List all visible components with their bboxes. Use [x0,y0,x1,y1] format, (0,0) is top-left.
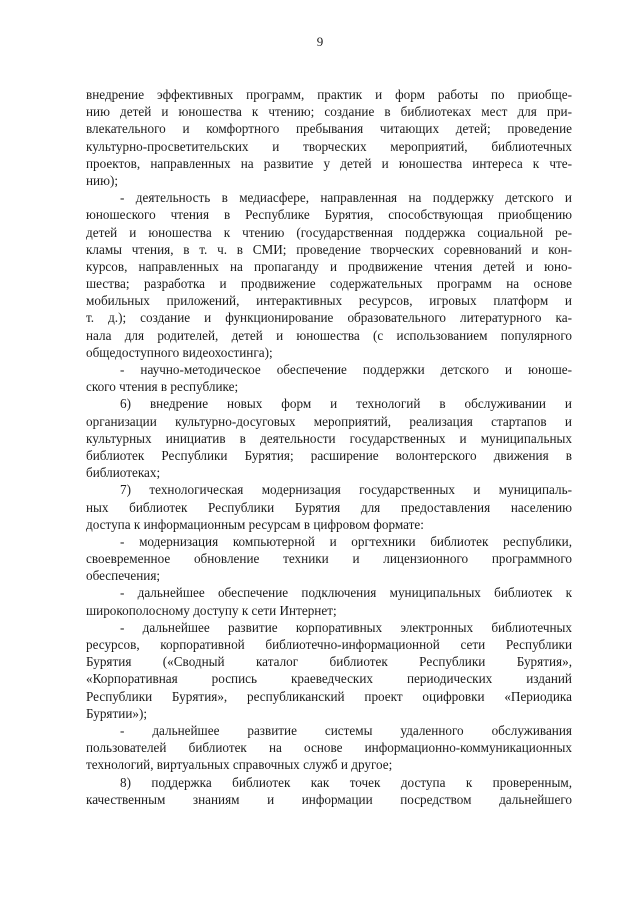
text-line: организации культурно-досуговых мероприятий, реализация стартапов и [86,413,572,429]
text-line: культурных инициатив в деятельности государственных и муниципальных [86,430,572,446]
text-line: мобильных приложений, интерактивных ресурсов, игровых платформ и [86,293,572,309]
text-line: внедрение эффективных программ, практик и форм работы по приобще- [86,87,572,102]
text-line: нию детей и юношества к чтению; создание в библиотеках мест для при- [86,104,572,120]
text-line: технологий, виртуальных справочных служб и другое; [86,757,393,773]
text-line: библиотек Республики Бурятия; расширение волонтерского движения в [86,447,572,463]
text-line: - деятельность в медиасфере, направленная на поддержку детского и [120,190,572,206]
text-line: обеспечения; [86,568,161,584]
body-text [86,86,572,808]
text-line: Республики Бурятия», республиканский проект оцифровки «Периодика [86,688,572,704]
text-line: влекательного и комфортного пребывания читающих детей; проведение [86,121,572,137]
page-number: 9 [316,34,324,49]
text-line: 6) внедрение новых форм и технологий в обслуживании и [120,396,572,412]
text-line: 7) технологическая модернизация государственных и муниципаль- [120,482,572,498]
text-line: шества; разработка и продвижение содержательных программ на основе [86,276,572,292]
text-line: проектов, направленных на развитие у детей и юношества интереса к чте- [86,155,572,171]
text-line: Бурятии»); [86,705,148,721]
text-line: ных библиотек Республики Бурятия для предоставления населению [86,499,572,515]
text-line: - дальнейшее развитие корпоративных электронных библиотечных [120,619,572,635]
text-line: Бурятия («Сводный каталог библиотек Республики Бурятия», [86,654,572,670]
text-line: - научно-методическое обеспечение поддержки детского и юноше- [120,362,572,377]
text-line: культурно-просветительских и творческих мероприятий, библиотечных [86,138,572,154]
text-line: 8) поддержка библиотек как точек доступа к проверенным, [120,774,572,790]
text-line: «Корпоративная роспись краеведческих периодических изданий [86,671,572,687]
text-line: юношеского чтения в Республике Бурятия, способствующая приобщению [86,207,572,223]
text-line: - модернизация компьютерной и оргтехники библиотек республики, [120,533,572,549]
text-line: ресурсов, корпоративной библиотечно-информационной сети Республики [86,637,572,652]
text-line: пользователей библиотек на основе информационно-коммуникационных [86,740,572,756]
text-line: нию); [86,172,119,188]
text-line: доступа к информационным ресурсам в цифровом формате: [86,516,424,532]
text-line: широкополосному доступу к сети Интернет; [86,602,337,618]
text-line: курсов, направленных на пропаганду и продвижение чтения детей и юно- [86,258,572,274]
text-line: - дальнейшее обеспечение подключения муниципальных библиотек к [120,585,572,601]
text-line: - дальнейшее развитие системы удаленного обслуживания [120,722,572,738]
text-line: кламы чтения, в т. ч. в СМИ; проведение творческих соревнований и кон- [86,241,572,257]
text-line: библиотеках; [86,465,161,481]
text-line: детей и юношества к чтению (государственная поддержка социальной ре- [86,224,572,240]
text-line: нала для родителей, детей и юношества (с использованием популярного [86,327,572,343]
text-line: общедоступного видеохостинга); [86,344,273,360]
text-line: ского чтения в республике; [86,379,239,395]
text-line: своевременное обновление техники и лицензионного программного [86,551,572,567]
text-line: т. д.); создание и функционирование образовательного литературного ка- [86,310,572,326]
text-line: качественным знаниям и информации посредством дальнейшего [86,791,572,807]
